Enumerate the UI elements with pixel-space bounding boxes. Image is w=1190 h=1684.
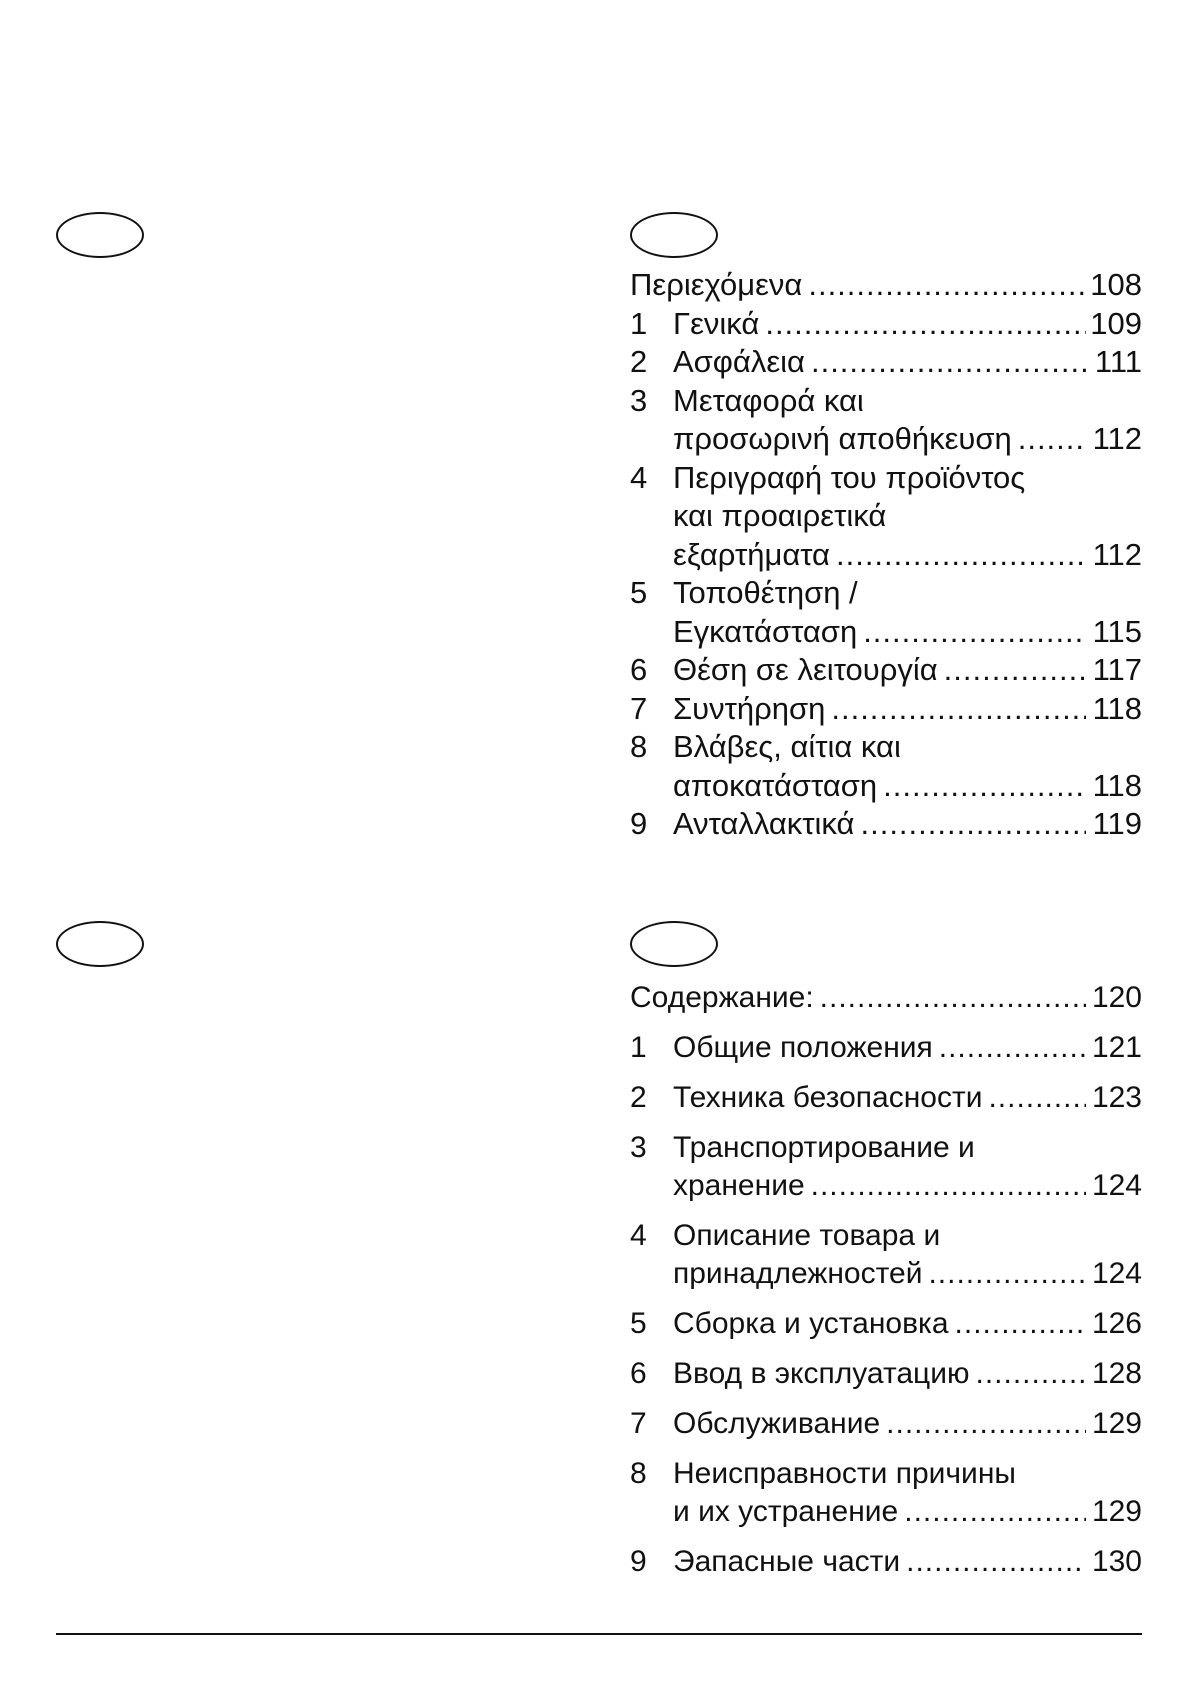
dot-leader [933, 1029, 1086, 1067]
toc-entry-text-row [673, 1455, 1142, 1493]
toc-entry-text-row [673, 1217, 1142, 1255]
toc-entry-number: 3 [630, 1131, 647, 1164]
toc-entry-number: 4 [630, 459, 648, 495]
toc-page-number: 117 [1092, 652, 1142, 687]
toc-entry-title: Транспортирование и [673, 1131, 975, 1164]
toc-entry-text-row [673, 1129, 1142, 1167]
toc-entry-text-row [673, 1305, 1142, 1343]
toc-entry-title: Сборка и установка [673, 1307, 949, 1340]
toc-page-number: 121 [1091, 1031, 1142, 1064]
toc-entry-text-row [630, 266, 1142, 305]
toc-page-number: 129 [1091, 1495, 1142, 1528]
toc-page-number: 109 [1090, 305, 1142, 341]
language-marker-oval-bottom-left [56, 921, 144, 967]
dot-leader [949, 1305, 1086, 1343]
language-marker-oval-top-right [630, 212, 718, 258]
toc-entry-number: 1 [630, 305, 648, 341]
toc-entry-title: Ασφάλεια [673, 344, 805, 379]
toc-entry-text-row [673, 1543, 1142, 1581]
toc-entry-text-row [673, 459, 1142, 498]
toc-entry-title: Εγκατάσταση [673, 613, 858, 649]
toc-page-number: 128 [1091, 1357, 1142, 1390]
toc-entry-text-row [673, 690, 1142, 729]
dot-leader [830, 536, 1086, 575]
toc-entry-number: 9 [630, 1545, 647, 1578]
toc-entry-4[interactable] [630, 459, 1142, 498]
toc-entry-title: Техника безопасности [673, 1081, 983, 1114]
toc-entry-title: Ανταλλακτικά [673, 806, 855, 841]
language-marker-oval-bottom-right [630, 921, 718, 967]
toc-entry-number: 4 [630, 1219, 647, 1252]
toc-entry-3[interactable] [630, 382, 1142, 421]
toc-page-number: 123 [1091, 1081, 1142, 1114]
dot-leader [805, 343, 1086, 382]
dot-leader [805, 1167, 1086, 1205]
toc-entry-5[interactable] [630, 1305, 1142, 1343]
toc-page-number: 120 [1091, 981, 1142, 1014]
toc-entry-text-row [673, 1167, 1142, 1205]
toc-entry-text-row [673, 613, 1142, 652]
toc-entry-3-line-2[interactable] [630, 1167, 1142, 1205]
toc-entry-title: Γενικά [673, 305, 760, 341]
toc-entry-9[interactable] [630, 805, 1142, 844]
toc-entry-number: 5 [630, 1307, 647, 1340]
toc-entry-title: Ввод в эксплуатацию [673, 1357, 970, 1390]
toc-page-number: 124 [1091, 1257, 1142, 1290]
toc-entry-number: 7 [630, 690, 648, 726]
toc-russian [630, 979, 1142, 1581]
toc-entry-5-line-2[interactable] [630, 613, 1142, 652]
toc-page-number: 112 [1092, 536, 1142, 572]
toc-entry-title: εξαρτήματα [673, 536, 830, 572]
toc-entry-number: 8 [630, 729, 648, 764]
toc-entry-title: Содержание: [630, 981, 814, 1014]
toc-entry-text-row [673, 767, 1142, 806]
toc-spacer [630, 1531, 1142, 1543]
toc-page-number: 129 [1091, 1407, 1142, 1440]
toc-entry-title: προσωρινή αποθήκευση [673, 421, 1012, 456]
toc-entry-title: Περιεχόμενα [630, 267, 803, 302]
toc-spacer [630, 1017, 1142, 1029]
toc-spacer [630, 1205, 1142, 1217]
toc-page-number: 118 [1092, 767, 1142, 803]
toc-greek [630, 266, 1142, 844]
dot-leader [802, 266, 1086, 305]
toc-entry-text-row [673, 728, 1142, 767]
toc-entry-2[interactable] [630, 343, 1142, 382]
toc-entry-8-line-2[interactable] [630, 767, 1142, 806]
toc-entry-text-row [673, 382, 1142, 421]
toc-page-number: 126 [1091, 1307, 1142, 1340]
toc-spacer [630, 1067, 1142, 1079]
toc-entry-number: 2 [630, 1081, 647, 1114]
toc-entry-number: 6 [630, 652, 648, 687]
toc-entry-title: Τοποθέτηση / [673, 575, 858, 610]
toc-entry-text-row [673, 1355, 1142, 1393]
toc-entry-6[interactable] [630, 1355, 1142, 1393]
toc-entry-title: Эапасные части [673, 1545, 901, 1578]
toc-entry-title: принадлежностей [673, 1257, 923, 1290]
toc-entry-number: 5 [630, 575, 648, 610]
toc-entry-3[interactable] [630, 1129, 1142, 1167]
toc-entry-title: Обслуживание [673, 1407, 881, 1440]
toc-entry-text-row [673, 1405, 1142, 1443]
toc-page-number: 115 [1092, 613, 1142, 649]
toc-entry-text-row [673, 1493, 1142, 1531]
toc-entry-title: αποκατάσταση [673, 767, 878, 803]
toc-entry-number: 7 [630, 1407, 647, 1440]
toc-entry-text-row [673, 305, 1142, 344]
toc-page-number: 119 [1092, 806, 1142, 841]
dot-leader [857, 613, 1086, 652]
toc-entry-title: Неисправности причины [673, 1457, 1016, 1490]
toc-entry-number: 6 [630, 1357, 647, 1390]
dot-leader [854, 805, 1086, 844]
toc-spacer [630, 1343, 1142, 1355]
toc-entry-5[interactable] [630, 574, 1142, 613]
toc-entry-title: и их устранение [673, 1495, 899, 1528]
toc-entry-7[interactable] [630, 1405, 1142, 1443]
toc-entry-text-row [673, 420, 1142, 459]
toc-page-number: 111 [1094, 344, 1142, 379]
toc-entry-title: хранение [673, 1169, 805, 1202]
dot-leader [825, 690, 1086, 729]
toc-entry-title: Описание товара и [673, 1219, 941, 1252]
toc-entry-7[interactable] [630, 690, 1142, 729]
bottom-rule [56, 1633, 1142, 1635]
dot-leader [982, 1079, 1086, 1117]
dot-leader [898, 1493, 1086, 1531]
toc-entry-4[interactable] [630, 1217, 1142, 1255]
dot-leader [759, 305, 1086, 344]
toc-entry-number: 9 [630, 806, 648, 841]
toc-entry-8[interactable] [630, 1455, 1142, 1493]
toc-page-number: 112 [1092, 421, 1142, 456]
toc-spacer [630, 1293, 1142, 1305]
toc-entry-8[interactable] [630, 728, 1142, 767]
toc-entry-1[interactable] [630, 305, 1142, 344]
dot-leader [880, 1405, 1086, 1443]
toc-entry-text-row [673, 1255, 1142, 1293]
language-marker-oval-top-left [56, 212, 144, 258]
toc-entry-title: Общие положения [673, 1031, 933, 1064]
toc-entry-text-row [673, 536, 1142, 575]
toc-entry-text-row [673, 651, 1142, 690]
dot-leader [938, 651, 1086, 690]
dot-leader [1012, 420, 1086, 459]
toc-entry-4-line-2[interactable] [630, 497, 1142, 536]
toc-entry-title: Θέση σε λειτουργία [673, 652, 938, 687]
toc-entry-6[interactable] [630, 651, 1142, 690]
toc-entry-text-row [630, 979, 1142, 1017]
toc-heading[interactable] [630, 979, 1142, 1017]
toc-entry-text-row [673, 574, 1142, 613]
toc-entry-text-row [673, 343, 1142, 382]
dot-leader [814, 979, 1086, 1017]
toc-entry-title: Βλάβες, αίτια και [673, 729, 901, 764]
toc-entry-number: 3 [630, 382, 648, 418]
toc-page-number: 130 [1091, 1545, 1142, 1578]
toc-entry-text-row [673, 497, 1142, 536]
toc-page-number: 108 [1090, 267, 1142, 302]
toc-entry-4-line-2[interactable] [630, 1255, 1142, 1293]
dot-leader [922, 1255, 1086, 1293]
toc-entry-2[interactable] [630, 1079, 1142, 1117]
dot-leader [900, 1543, 1086, 1581]
toc-entry-text-row [673, 805, 1142, 844]
toc-entry-title: Συντήρηση [673, 690, 826, 726]
toc-heading[interactable] [630, 266, 1142, 305]
toc-entry-title: Περιγραφή του προϊόντος [673, 459, 1026, 495]
toc-entry-9[interactable] [630, 1543, 1142, 1581]
dot-leader [877, 767, 1086, 806]
toc-entry-1[interactable] [630, 1029, 1142, 1067]
toc-entry-4-line-3[interactable] [630, 536, 1142, 575]
toc-entry-3-line-2[interactable] [630, 420, 1142, 459]
dot-leader [969, 1355, 1086, 1393]
toc-entry-number: 2 [630, 344, 648, 379]
toc-entry-title: και προαιρετικά [673, 498, 887, 533]
toc-entry-title: Μεταφορά και [673, 382, 864, 418]
toc-page-number: 124 [1091, 1169, 1142, 1202]
toc-entry-text-row [673, 1029, 1142, 1067]
toc-page-number: 118 [1092, 690, 1142, 726]
toc-entry-number: 1 [630, 1031, 647, 1064]
toc-entry-text-row [673, 1079, 1142, 1117]
toc-entry-number: 8 [630, 1457, 647, 1490]
toc-entry-8-line-2[interactable] [630, 1493, 1142, 1531]
toc-spacer [630, 1393, 1142, 1405]
toc-spacer [630, 1443, 1142, 1455]
toc-spacer [630, 1117, 1142, 1129]
